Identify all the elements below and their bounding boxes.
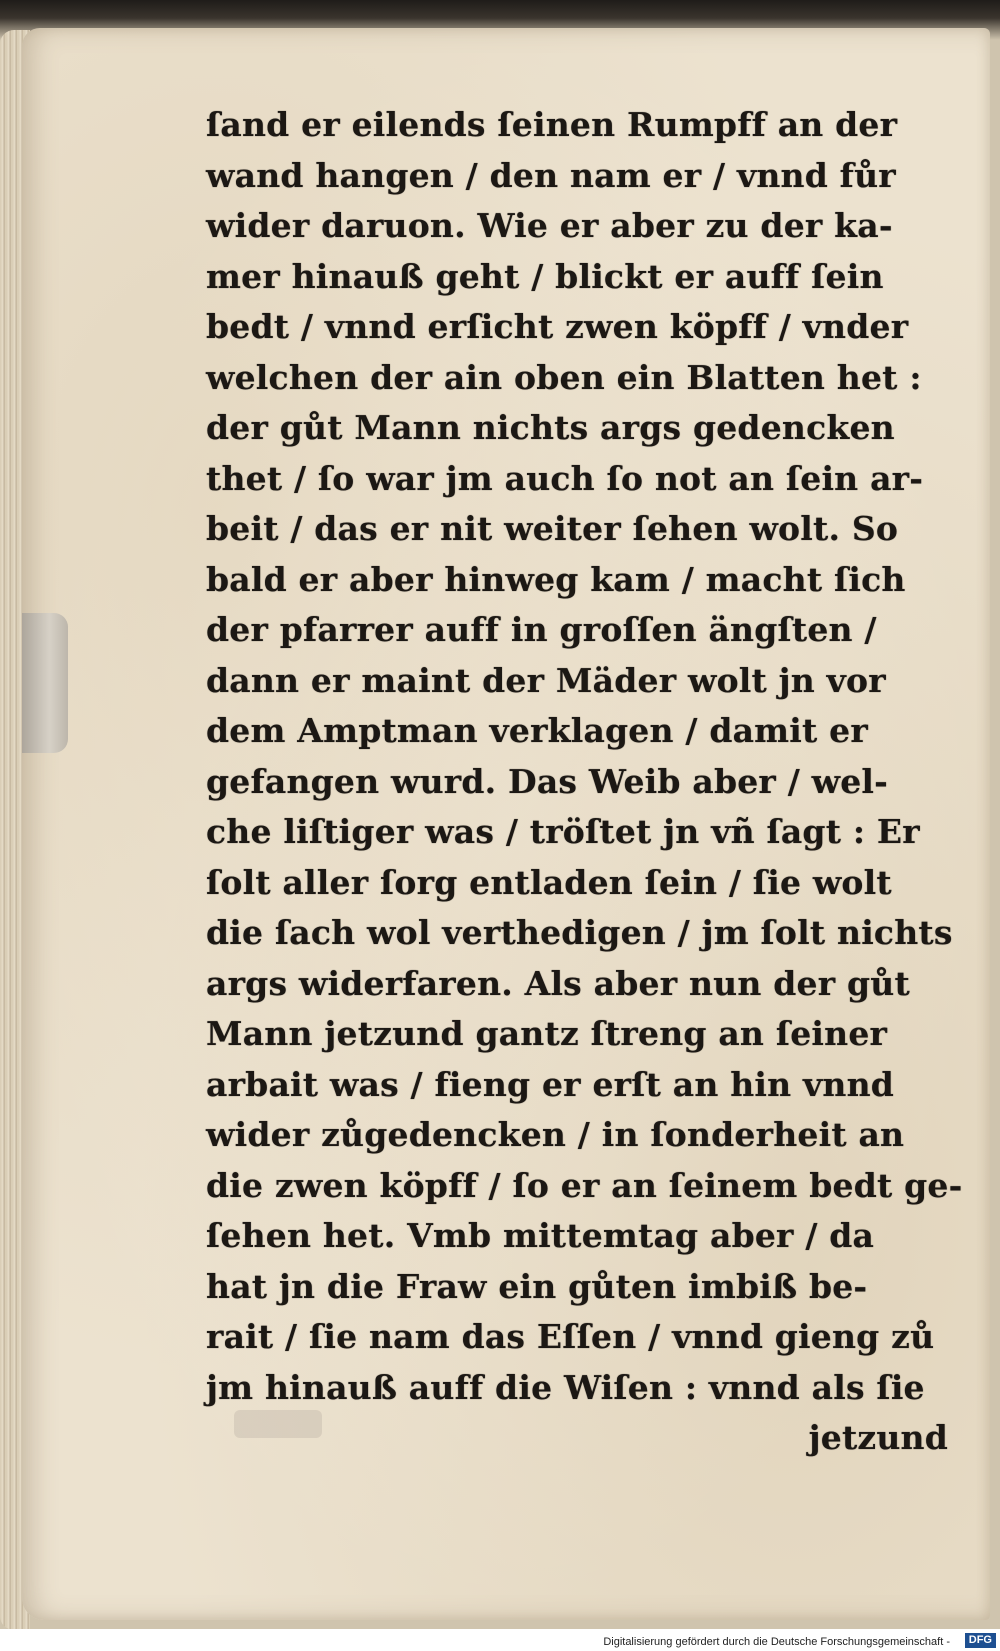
text-line: ſand er eilends ſeinen Rumpff an der xyxy=(206,105,898,144)
text-line: wand hangen / den nam er / vnnd fůr xyxy=(206,155,896,195)
footer-bar xyxy=(0,1629,1000,1651)
text-line: bald er aber hinweg kam / macht ſich xyxy=(206,559,906,599)
text-line: beit / das er nit weiter ſehen wolt. So xyxy=(206,509,899,548)
text-line: rait / ſie nam das Eſſen / vnnd gieng zů xyxy=(206,1317,935,1356)
text-line: die zwen köpff / ſo er an ſeinem bedt ge- xyxy=(206,1165,963,1205)
text-line: bedt / vnnd erſicht zwen köpff / vnder xyxy=(206,307,909,346)
text-line: dann er maint der Mäder wolt jn vor xyxy=(206,660,886,700)
text-line: wider daruon. Wie er aber zu der ka- xyxy=(206,206,893,245)
text-line: ſolt aller ſorg entladen ſein / ſie wolt xyxy=(206,862,892,902)
text-line: mer hinauß geht / blickt er auff ſein xyxy=(206,256,884,296)
page-text-block xyxy=(206,100,966,1464)
text-line: gefangen wurd. Das Weib aber / wel- xyxy=(206,761,889,801)
text-line: hat jn die Fraw ein gůten imbiß be- xyxy=(206,1266,868,1306)
text-line: welchen der ain oben ein Blatten het : xyxy=(206,357,922,397)
text-line: dem Amptman verklagen / damit er xyxy=(206,711,868,750)
text-line: wider zůgedencken / in ſonderheit an xyxy=(206,1115,905,1154)
text-line: der gůt Mann nichts args gedencken xyxy=(206,408,895,447)
funding-credit: Digitalisierung gefördert durch die Deutsche Forschungsgemeinschaft - xyxy=(603,1636,950,1648)
text-line: jm hinauß auff die Wiſen : vnnd als ſie xyxy=(206,1367,925,1407)
bookmark-tab xyxy=(22,613,68,753)
text-line: ſehen het. Vmb mittemtag aber / da xyxy=(206,1216,875,1255)
dfg-logo: DFG xyxy=(965,1633,996,1648)
text-line: che liſtiger was / tröſtet jn vñ ſagt : Er xyxy=(206,812,920,851)
catchword: jetzund xyxy=(808,1418,948,1457)
text-line: die ſach wol verthedigen / jm ſolt nichts xyxy=(206,913,953,952)
text-line: Mann jetzund gantz ſtreng an ſeiner xyxy=(206,1014,888,1053)
text-line: args widerfaren. Als aber nun der gůt xyxy=(206,963,910,1003)
text-line: der pfarrer auff in groſſen ängſten / xyxy=(206,610,877,649)
text-line: arbait was / fieng er erſt an hin vnnd xyxy=(206,1064,895,1104)
text-line: thet / ſo war jm auch ſo not an ſein ar- xyxy=(206,458,924,498)
